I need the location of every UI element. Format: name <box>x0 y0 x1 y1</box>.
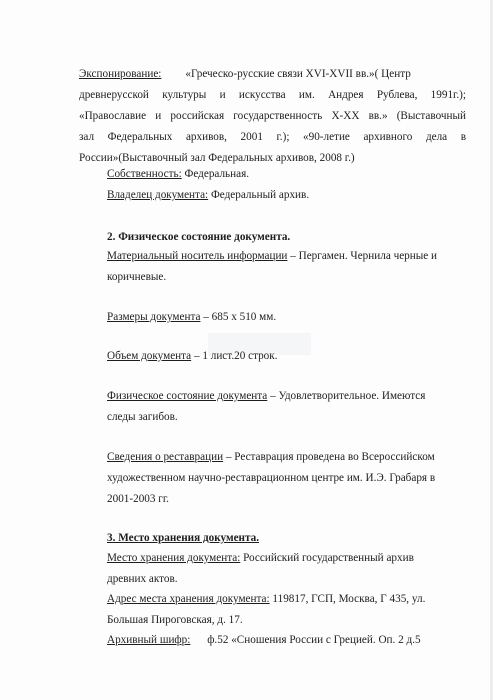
carrier-value: – Пергамен. Чернила черные и <box>290 250 438 262</box>
exhibition-line-3: «Православие и российская государственность X-XX вв.» (Выставочный <box>79 110 466 122</box>
volume-line <box>107 349 278 363</box>
address-line <box>107 592 425 606</box>
ownership-label: Собственность: <box>107 168 182 180</box>
restoration-value: – Реставрация проведена во Всероссийском <box>225 451 435 463</box>
carrier-line <box>107 249 437 263</box>
volume-label: Объем документа <box>107 350 192 362</box>
section2-heading: 2. Физическое состояние документа. <box>107 231 291 243</box>
condition-line-2: следы загибов. <box>107 411 178 423</box>
restoration-label: Сведения о реставрации <box>107 451 224 463</box>
condition-label: Физическое состояние документа <box>107 390 268 402</box>
restoration-line-2: художественном научно-реставрационном центре им. И.Э. Грабаря в <box>107 472 436 484</box>
ownership-value: Федеральная. <box>184 168 250 180</box>
exhibition-text-1: «Греческо-русские связи XVI-XVII вв.»( Центр <box>185 68 411 80</box>
volume-value: – 1 лист.20 строк. <box>193 350 278 362</box>
condition-line <box>107 389 425 403</box>
exhibition-line-4: зал Федеральных архивов, 2001 г.); «90-летие архивного дела в <box>79 131 466 143</box>
exhibition-line-5: России»(Выставочный зал Федеральных архивов, 2008 г.) <box>79 152 355 164</box>
cipher-label: Архивный шифр: <box>107 634 191 646</box>
address-label: Адрес места хранения документа: <box>107 593 270 605</box>
place-value: Российский государственный архив <box>243 552 414 564</box>
cipher-line <box>107 633 421 647</box>
size-value: – 685 х 510 мм. <box>203 311 277 323</box>
exhibition-line-2: древнерусской культуры и искусства им. Андрея Рублева, 1991г.); <box>79 89 466 101</box>
owner-line <box>107 188 309 202</box>
section3-heading: 3. Место хранения документа. <box>107 532 260 544</box>
size-label: Размеры документа <box>107 311 201 323</box>
place-line-2: древних актов. <box>107 573 178 585</box>
condition-value: – Удовлетворительное. Имеются <box>270 390 426 402</box>
place-line <box>107 551 414 565</box>
carrier-label: Материальный носитель информации <box>107 250 288 262</box>
exhibition-label: Экспонирование: <box>79 68 162 80</box>
size-line <box>107 310 276 324</box>
restoration-line-3: 2001-2003 гг. <box>107 493 169 505</box>
exhibition-line-1 <box>79 67 411 81</box>
place-label: Место хранения документа: <box>107 552 241 564</box>
cipher-value: ф.52 «Сношения России с Грецией. Оп. 2 д.5 <box>207 634 421 646</box>
carrier-line-2: коричневые. <box>107 271 167 283</box>
restoration-line <box>107 450 435 464</box>
owner-label: Владелец документа: <box>107 189 209 201</box>
ownership-line <box>107 167 249 181</box>
owner-value: Федеральный архив. <box>210 189 310 201</box>
address-line-2: Большая Пироговская, д. 17. <box>107 614 243 626</box>
address-value: 119817, ГСП, Москва, Г 435, ул. <box>272 593 426 605</box>
